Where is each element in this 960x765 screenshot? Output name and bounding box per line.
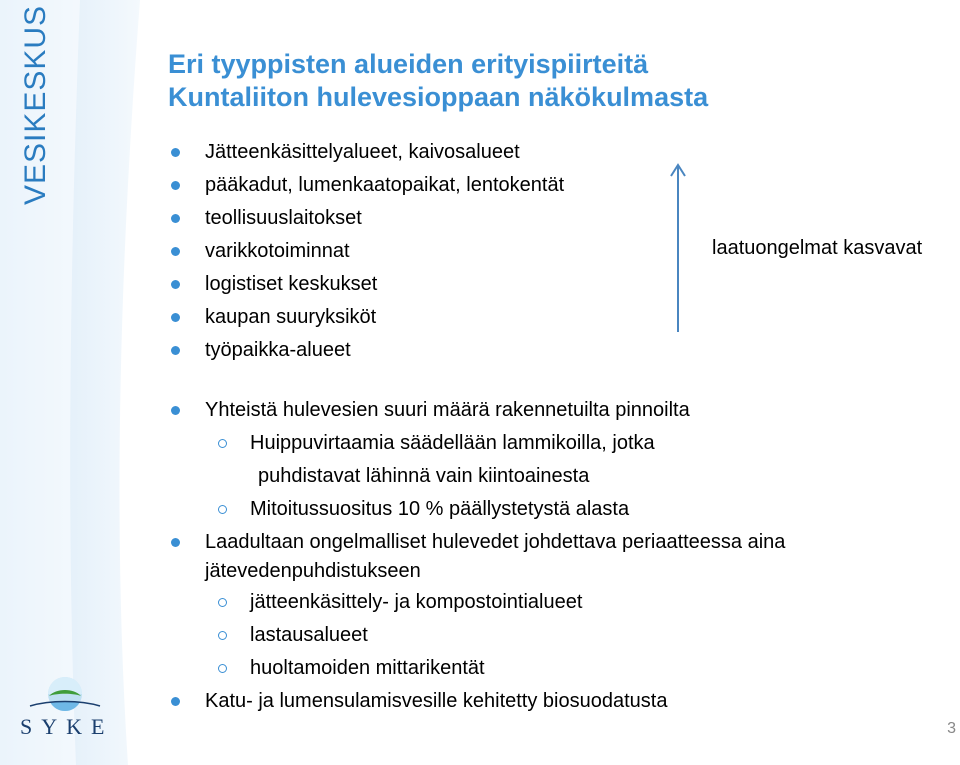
bullet-icon xyxy=(171,181,180,190)
list-item: varikkotoiminnat xyxy=(205,240,350,262)
arrow-up-icon xyxy=(668,162,688,334)
list-item: teollisuuslaitokset xyxy=(205,207,362,229)
page-number: 3 xyxy=(947,720,956,737)
title-line-1: Eri tyyppisten alueiden erityispiirteitä xyxy=(168,49,649,79)
sub-bullet-icon xyxy=(218,505,227,514)
bullet-icon xyxy=(171,247,180,256)
list-item: logistiset keskukset xyxy=(205,273,378,295)
bullet-icon xyxy=(171,280,180,289)
sub-bullet-icon xyxy=(218,664,227,673)
point-1-sub-1: Huippuvirtaamia säädellään lammikoilla, jotka xyxy=(250,432,655,454)
point-2-sub-3: huoltamoiden mittarikentät xyxy=(250,657,485,679)
sub-bullet-icon xyxy=(218,631,227,640)
point-1: Yhteistä hulevesien suuri määrä rakennetuilta pinnoilta xyxy=(205,399,690,421)
list-item: työpaikka-alueet xyxy=(205,339,351,361)
arrow-label: laatuongelmat kasvavat xyxy=(712,237,923,259)
bullet-icon xyxy=(171,346,180,355)
point-2: Laadultaan ongelmalliset hulevedet johdettava periaatteessa aina xyxy=(205,531,786,553)
bullet-icon xyxy=(171,697,180,706)
brand-vertical-text: VESIKESKUS xyxy=(19,4,52,206)
sub-bullet-icon xyxy=(218,439,227,448)
point-1-sub-1-cont: puhdistavat lähinnä vain kiintoainesta xyxy=(258,465,590,487)
list-item: kaupan suuryksiköt xyxy=(205,306,377,328)
slide-title xyxy=(168,48,928,114)
title-line-2: Kuntaliiton hulevesioppaan näkökulmasta xyxy=(168,82,709,112)
point-1-sub-2: Mitoitussuositus 10 % päällystetystä alasta xyxy=(250,498,630,520)
point-2-sub-1: jätteenkäsittely- ja kompostointialueet xyxy=(250,591,583,613)
bullet-icon xyxy=(171,538,180,547)
bullet-icon xyxy=(171,313,180,322)
bullet-icon xyxy=(171,406,180,415)
point-2-sub-2: lastausalueet xyxy=(250,624,368,646)
bullet-icon xyxy=(171,214,180,223)
syke-logo xyxy=(20,672,114,742)
list-item: pääkadut, lumenkaatopaikat, lentokentät xyxy=(205,174,565,196)
logo-text: SYKE xyxy=(20,714,114,739)
sub-bullet-icon xyxy=(218,598,227,607)
list-item: Jätteenkäsittelyalueet, kaivosalueet xyxy=(205,141,520,163)
point-2-cont: jätevedenpuhdistukseen xyxy=(205,560,421,582)
point-3: Katu- ja lumensulamisvesille kehitetty biosuodatusta xyxy=(205,690,668,712)
syke-logo-icon xyxy=(20,672,110,716)
sidebar-decoration xyxy=(0,0,140,765)
bullet-icon xyxy=(171,148,180,157)
